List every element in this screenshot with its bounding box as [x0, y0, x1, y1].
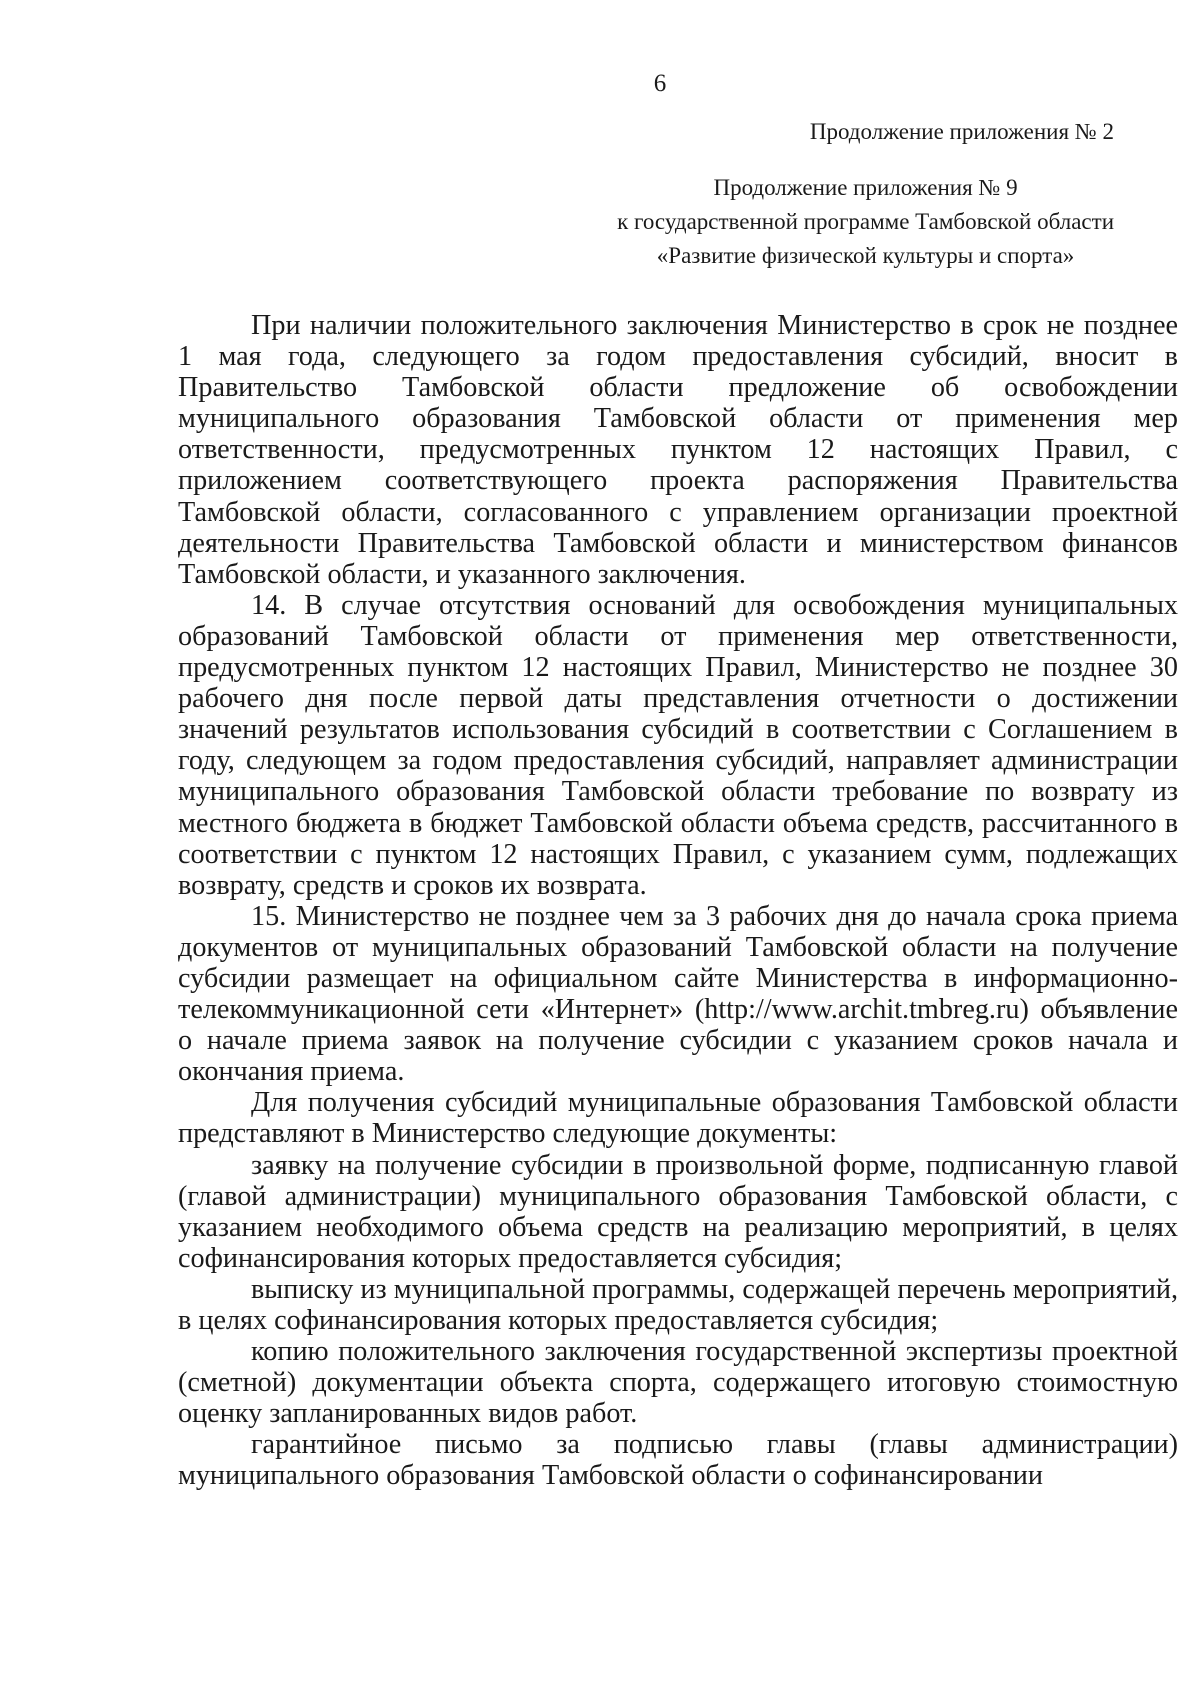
appendix-header-line-3: к государственной программе Тамбовской области: [617, 209, 1114, 234]
paragraph-application: заявку на получение субсидии в произвольной форме, подписанную главой (главой администрации) муниципального образования Тамбовской области, с указанием необходимого объема средств на реализацию мероприятий, в целях софинансирования которых предоставляется субсидия;: [178, 1149, 1178, 1274]
paragraph-documents-intro: Для получения субсидий муниципальные образования Тамбовской области представляют в Министерство следующие документы:: [178, 1087, 1178, 1150]
paragraph-program-extract: выписку из муниципальной программы, содержащей перечень мероприятий, в целях софинансирования которых предоставляется субсидия;: [178, 1273, 1178, 1336]
paragraph-item-14: 14. В случае отсутствия оснований для освобождения муниципальных образований Тамбовской области от применения мер ответственности, предусмотренных пунктом 12 настоящих Правил, Министерство не позднее 30 рабочего дня после первой даты представления отчетности о достижении значений результатов использования субсидий в соответствии с Соглашением в году, следующем за годом предоставления субсидий, направляет администрации муниципального образования Тамбовской области требование по возврату из местного бюджета в бюджет Тамбовской области объема средств, рассчитанного в соответствии с пунктом 12 настоящих Правил, с указанием сумм, подлежащих возврату, средств и сроков их возврата.: [178, 589, 1178, 901]
appendix-header-line-2: Продолжение приложения № 9: [713, 175, 1018, 200]
paragraph-exemption-proposal: При наличии положительного заключения Министерство в срок не позднее 1 мая года, следующего за годом предоставления субсидий, вносит в Правительство Тамбовской области предложение об освобождении муниципального образования Тамбовской области от применения мер ответственности, предусмотренных пунктом 12 настоящих Правил, с приложением соответствующего проекта распоряжения Правительства Тамбовской области, согласованного с управлением организации проектной деятельности Правительства Тамбовской области и министерством финансов Тамбовской области, и указанного заключения.: [178, 310, 1178, 590]
paragraph-expertise-copy: копию положительного заключения государственной экспертизы проектной (сметной) документации объекта спорта, содержащего итоговую стоимостную оценку запланированных видов работ.: [178, 1336, 1178, 1430]
body-text: [178, 310, 1178, 1492]
appendix-header: [617, 115, 1114, 273]
page-number: 6: [653, 70, 667, 97]
paragraph-item-15: 15. Министерство не позднее чем за 3 рабочих дня до начала срока приема документов от муниципальных образований Тамбовской области на получение субсидии размещает на официальном сайте Министерства в информационно-телекоммуникационной сети «Интернет» (http://www.archit.tmbreg.ru) объявление о начале приема заявок на получение субсидии с указанием сроков начала и окончания приема.: [178, 900, 1178, 1088]
paragraph-guarantee-letter: гарантийное письмо за подписью главы (главы администрации) муниципального образования Тамбовской области о софинансировании: [178, 1429, 1178, 1492]
header-spacer: [617, 149, 1114, 171]
appendix-header-line-4: «Развитие физической культуры и спорта»: [656, 243, 1075, 268]
appendix-header-line-1: Продолжение приложения № 2: [809, 119, 1114, 144]
